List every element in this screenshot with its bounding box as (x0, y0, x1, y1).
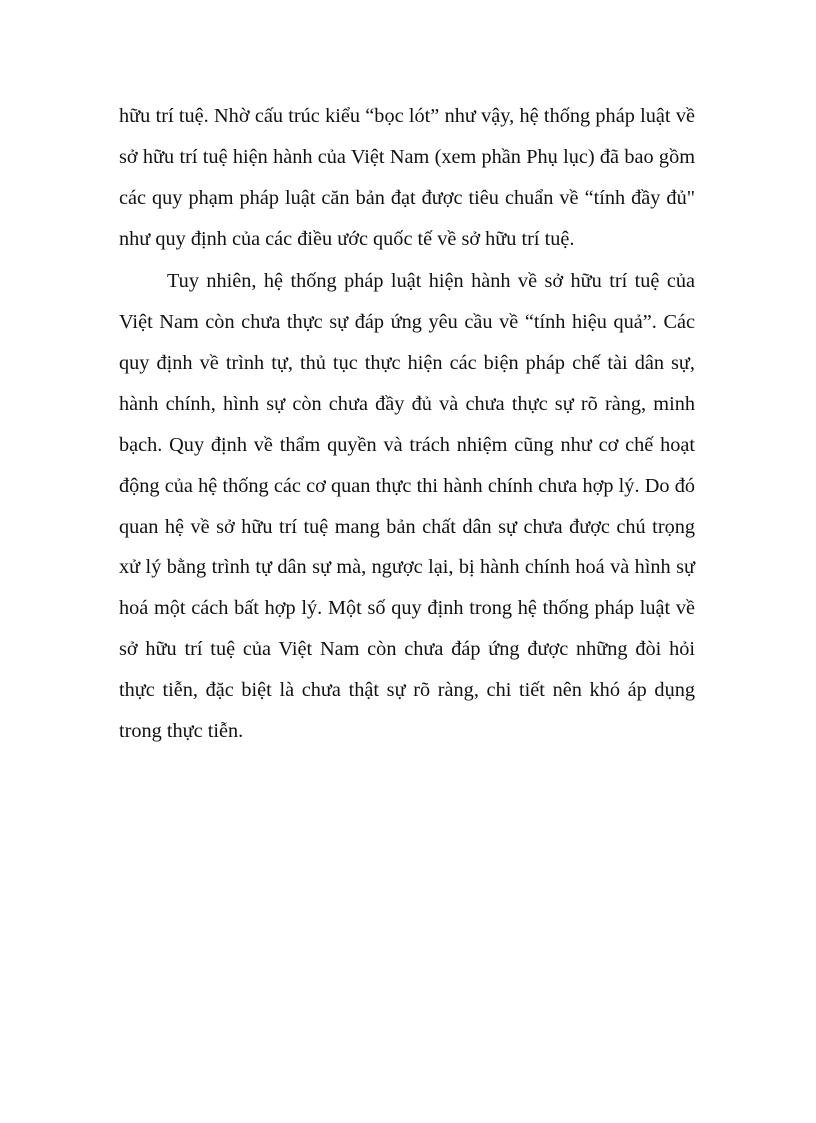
body-text (119, 96, 695, 752)
paragraph-2-text: Tuy nhiên, hệ thống pháp luật hiện hành về sở hữu trí tuệ của Việt Nam còn chưa thực sự đáp ứng yêu cầu về “tính hiệu quả”. Các quy định về trình tự, thủ tục thực hiện các biện pháp chế tài dân sự, hành chính, hình sự còn chưa đầy đủ và chưa thực sự rõ ràng, minh bạch. Quy định về thẩm quyền và trách nhiệm cũng như cơ chế hoạt động của hệ thống các cơ quan thực thi hành chính chưa hợp lý. Do đó quan hệ về sở hữu trí tuệ mang bản chất dân sự chưa được chú trọng xử lý bằng trình tự dân sự mà, ngược lại, bị hành chính hoá và hình sự hoá một cách bất hợp lý. Một số quy định trong hệ thống pháp luật về sở hữu trí tuệ của Việt Nam còn chưa đáp ứng được những đòi hỏi thực tiễn, đặc biệt là chưa thật sự rõ ràng, chi tiết nên khó áp dụng trong thực tiễn. (119, 270, 695, 743)
paragraph-1: hữu trí tuệ. Nhờ cấu trúc kiểu “bọc lót” như vậy, hệ thống pháp luật về sở hữu trí tuệ hiện hành của Việt Nam (xem phần Phụ lục) đã bao gồm các quy phạm pháp luật căn bản đạt được tiêu chuẩn về “tính đầy đủ" như quy định của các điều ước quốc tế về sở hữu trí tuệ. (119, 105, 695, 250)
paragraph-2 (119, 261, 695, 752)
